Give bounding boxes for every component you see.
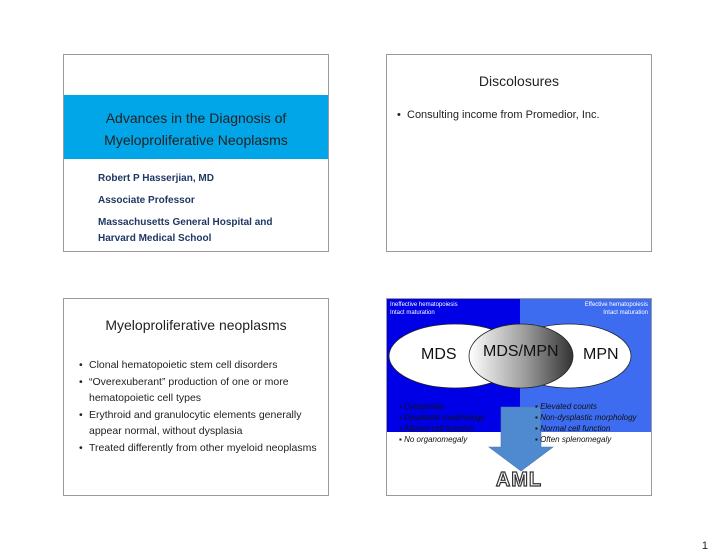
disclosures-list	[397, 109, 600, 121]
mds-features-list	[399, 401, 485, 445]
list-item: • Consulting income from Promedior, Inc.	[397, 109, 600, 121]
list-item: • Treated differently from other myeloid neoplasms	[79, 442, 317, 454]
bullet-icon: •	[79, 409, 83, 421]
aml-label: AML	[495, 469, 543, 491]
bullet-icon: •	[397, 109, 401, 121]
disclosures-title: Discolosures	[478, 73, 560, 89]
bullet-icon: •	[79, 359, 83, 371]
list-item: ▪ Altered cell function	[399, 424, 474, 433]
mpn-label: MPN	[583, 346, 619, 363]
slide-disclosures	[386, 54, 652, 252]
slide-mpn-overview	[63, 298, 329, 496]
presentation-title	[64, 107, 328, 151]
mds-mpn-diagram	[387, 299, 651, 495]
list-item: ▪ No organomegaly	[399, 435, 468, 444]
list-item: ▪ Often splenomegaly	[535, 435, 612, 444]
mpn-title: Myeloproliferative neoplasms	[105, 317, 287, 333]
title-line-1: Advances in the Diagnosis of	[105, 110, 287, 126]
list-item: • Erythroid and granulocytic elements generally appear normal, without dysplasia	[79, 409, 302, 437]
page-number: 1	[701, 540, 708, 552]
bullet-icon: •	[79, 376, 83, 388]
author-name: Robert P Hasserjian, MD	[98, 173, 214, 184]
bullet-icon: •	[79, 442, 83, 454]
list-item: • “Overexuberant” production of one or more hematopoietic cell types	[79, 376, 289, 404]
right-panel-header: Effective hematopoiesis Intact maturation	[584, 302, 648, 316]
mpn-features-list	[535, 401, 637, 445]
left-panel-header: Ineffective hematopoiesis Intact maturation	[390, 302, 458, 316]
list-item: ▪ Normal cell function	[535, 424, 611, 433]
list-item: ▪ Dysplastic morphology	[399, 413, 485, 422]
slide-title	[63, 54, 329, 252]
title-line-2: Myeloproliferative Neoplasms	[104, 132, 288, 148]
author-block	[98, 171, 273, 247]
mds-mpn-label: MDS/MPN	[483, 343, 559, 360]
author-position: Associate Professor	[98, 195, 195, 206]
list-item: ▪ Non-dysplastic morphology	[535, 413, 637, 422]
list-item: ▪ Cytopenias	[399, 402, 445, 411]
author-institution-line-2: Harvard Medical School	[98, 233, 212, 244]
list-item: ▪ Elevated counts	[535, 402, 597, 411]
mpn-bullet-list	[79, 357, 319, 457]
slide-mds-mpn-diagram	[386, 298, 652, 496]
author-institution-line-1: Massachusetts General Hospital and	[98, 217, 273, 228]
mds-label: MDS	[421, 346, 457, 363]
list-item: • Clonal hematopoietic stem cell disorders	[79, 359, 278, 371]
